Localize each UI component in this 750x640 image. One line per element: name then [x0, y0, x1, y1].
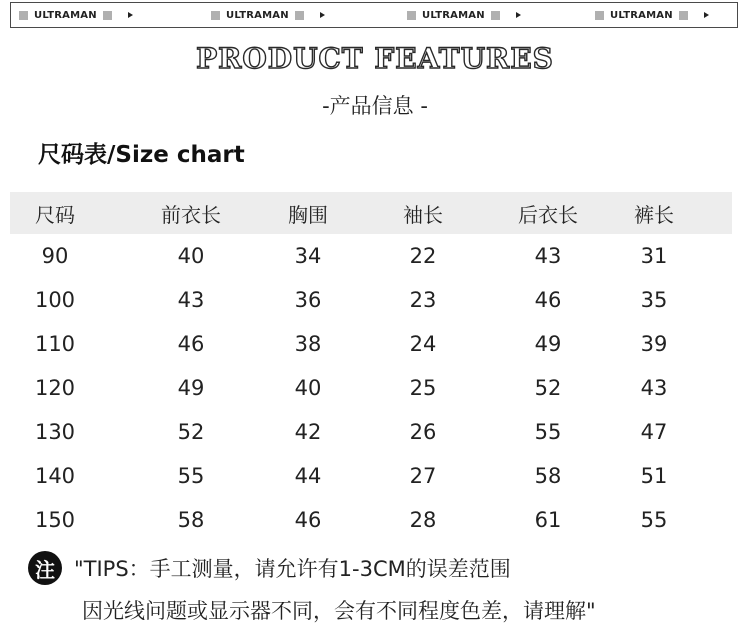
- play-arrow-icon: [320, 12, 325, 18]
- brand-text: ULTRAMAN: [610, 9, 673, 21]
- table-header: [10, 192, 732, 234]
- table-row: [10, 322, 732, 366]
- table-row: [10, 278, 732, 322]
- table-cell: 38: [294, 332, 322, 356]
- table-cell: 43: [640, 376, 668, 400]
- table-cell: 46: [177, 332, 205, 356]
- table-cell: 35: [640, 288, 668, 312]
- square-icon: [407, 11, 416, 20]
- table-cell: 24: [409, 332, 437, 356]
- table-cell: 36: [294, 288, 322, 312]
- column-header: 前衣长: [161, 202, 221, 227]
- tips-text-second: 因光线问题或显示器不同，会有不同程度色差，请理解": [82, 599, 596, 623]
- column-header: 胸围: [288, 202, 328, 227]
- features-subtitle: -产品信息 -: [322, 94, 428, 118]
- table-cell: 27: [409, 464, 437, 488]
- table-cell: 40: [177, 244, 205, 268]
- table-row: [10, 234, 732, 278]
- brand-group: [19, 3, 133, 27]
- table-cell: 55: [640, 508, 668, 532]
- table-cell: 150: [34, 508, 76, 532]
- table-cell: 23: [409, 288, 437, 312]
- tips-line: [28, 548, 511, 588]
- table-cell: 22: [409, 244, 437, 268]
- table-cell: 40: [294, 376, 322, 400]
- table-row: [10, 498, 732, 542]
- table-cell: 51: [640, 464, 668, 488]
- square-icon: [491, 11, 500, 20]
- play-arrow-icon: [516, 12, 521, 18]
- table-cell: 44: [294, 464, 322, 488]
- square-icon: [211, 11, 220, 20]
- square-icon: [19, 11, 28, 20]
- square-icon: [295, 11, 304, 20]
- table-cell: 55: [534, 420, 562, 444]
- play-arrow-icon: [128, 12, 133, 18]
- brand-bar: [10, 2, 738, 28]
- table-cell: 31: [640, 244, 668, 268]
- features-title: PRODUCT FEATURES: [196, 42, 554, 75]
- table-cell: 55: [177, 464, 205, 488]
- table-cell: 100: [34, 288, 76, 312]
- table-cell: 58: [177, 508, 205, 532]
- column-header: 后衣长: [518, 202, 578, 227]
- table-cell: 49: [534, 332, 562, 356]
- table-cell: 42: [294, 420, 322, 444]
- column-header: 袖长: [403, 202, 443, 227]
- table-cell: 120: [34, 376, 76, 400]
- brand-group: [407, 3, 521, 27]
- play-arrow-icon: [704, 12, 709, 18]
- brand-text: ULTRAMAN: [422, 9, 485, 21]
- table-cell: 140: [34, 464, 76, 488]
- table-cell: 130: [34, 420, 76, 444]
- tips-text: "TIPS：手工测量，请允许有1-3CM的误差范围: [74, 557, 511, 581]
- table-cell: 46: [534, 288, 562, 312]
- table-body: [10, 234, 732, 542]
- brand-group: [211, 3, 325, 27]
- brand-text: ULTRAMAN: [34, 9, 97, 21]
- table-cell: 61: [534, 508, 562, 532]
- table-row: [10, 410, 732, 454]
- table-row: [10, 366, 732, 410]
- table-cell: 39: [640, 332, 668, 356]
- table-row: [10, 454, 732, 498]
- square-icon: [595, 11, 604, 20]
- table-cell: 43: [534, 244, 562, 268]
- table-cell: 90: [41, 244, 69, 268]
- table-cell: 58: [534, 464, 562, 488]
- table-cell: 46: [294, 508, 322, 532]
- size-table: [10, 192, 732, 542]
- column-header: 尺码: [35, 202, 75, 227]
- column-header: 裤长: [634, 202, 674, 227]
- table-cell: 49: [177, 376, 205, 400]
- table-cell: 34: [294, 244, 322, 268]
- table-cell: 43: [177, 288, 205, 312]
- table-cell: 52: [177, 420, 205, 444]
- table-cell: 25: [409, 376, 437, 400]
- table-cell: 110: [34, 332, 76, 356]
- table-cell: 28: [409, 508, 437, 532]
- brand-group: [595, 3, 709, 27]
- size-chart-title: 尺码表/Size chart: [38, 142, 245, 168]
- table-cell: 52: [534, 376, 562, 400]
- brand-text: ULTRAMAN: [226, 9, 289, 21]
- table-cell: 47: [640, 420, 668, 444]
- square-icon: [103, 11, 112, 20]
- square-icon: [679, 11, 688, 20]
- note-badge-icon: 注: [28, 551, 62, 585]
- table-cell: 26: [409, 420, 437, 444]
